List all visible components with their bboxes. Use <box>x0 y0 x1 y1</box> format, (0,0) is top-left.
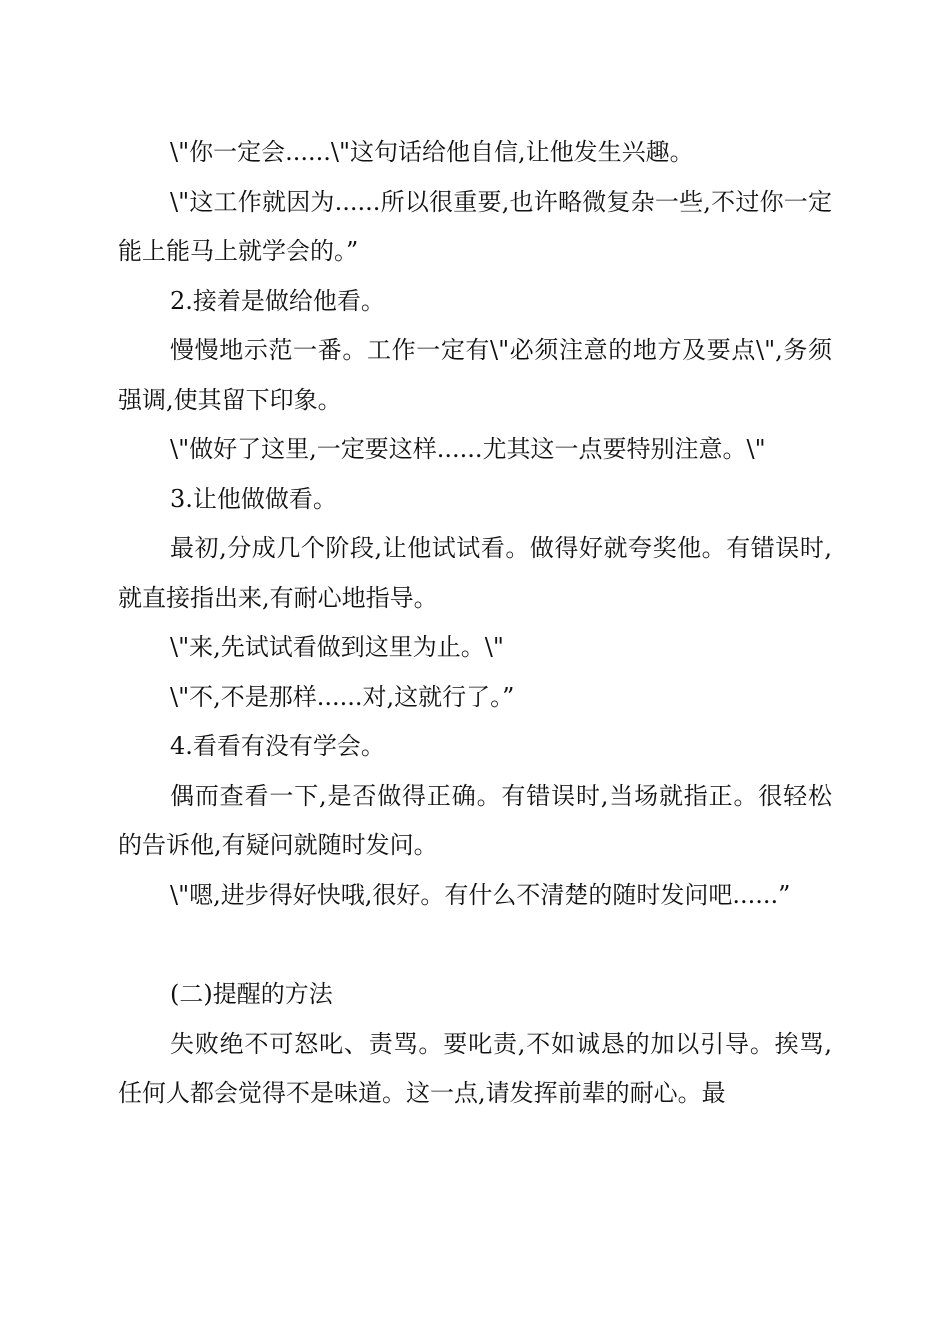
paragraph: 2.接着是做给他看。 <box>170 286 385 315</box>
paragraph: \"做好了这里,一定要这样......尤其这一点要特别注意。\" <box>170 435 766 463</box>
paragraph: 失败绝不可怒叱、责骂。要叱责,不如诚恳的加以引导。挨骂,任何人都会觉得不是味道。这一点,请发挥前辈的耐心。最 <box>118 1029 832 1107</box>
paragraph: \"嗯,进步得好快哦,很好。有什么不清楚的随时发问吧......” <box>170 880 791 909</box>
document-body <box>118 128 832 1119</box>
paragraph: \"来,先试试看做到这里为止。\" <box>170 633 504 661</box>
paragraph: 慢慢地示范一番。工作一定有\"必须注意的地方及要点\",务须强调,使其留下印象。 <box>118 336 832 414</box>
paragraph: \"这工作就因为......所以很重要,也许略微复杂一些,不过你一定能上能马上就学会的。” <box>118 187 832 265</box>
paragraph: \"不,不是那样......对,这就行了。” <box>170 682 515 711</box>
paragraph: 最初,分成几个阶段,让他试试看。做得好就夸奖他。有错误时,就直接指出来,有耐心地指导。 <box>118 534 832 612</box>
paragraph: 偶而查看一下,是否做得正确。有错误时,当场就指正。很轻松的告诉他,有疑问就随时发问。 <box>118 781 832 859</box>
section-gap <box>118 920 832 970</box>
paragraph: \"你一定会......\"这句话给他自信,让他发生兴趣。 <box>170 138 694 166</box>
paragraph: 4.看看有没有学会。 <box>170 732 385 760</box>
paragraph: 3.让他做做看。 <box>170 484 337 513</box>
section-heading: (二)提醒的方法 <box>170 980 333 1008</box>
